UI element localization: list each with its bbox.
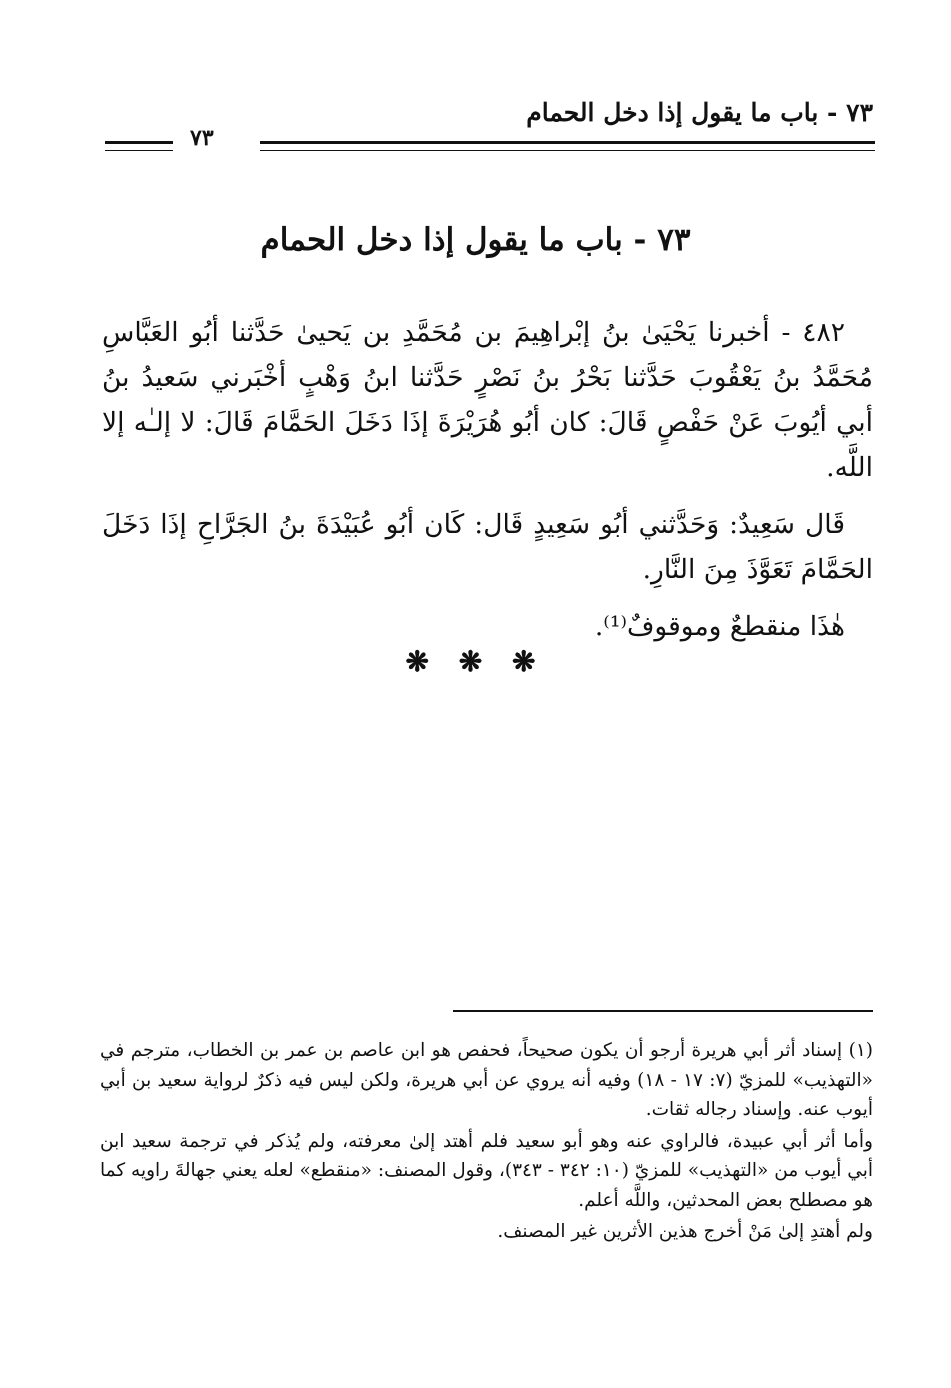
narration-paragraph: قَال سَعِيدٌ: وَحَدَّثني أبُو سَعِيدٍ قَال: كَان أبُو عُبَيْدَةَ بنُ الجَرَّاحِ إذَا دَخَلَ الحَمَّامَ تَعَوَّذَ مِنَ النَّارِ.	[102, 509, 873, 585]
running-header-title: ٧٣ - باب ما يقول إذا دخل الحمام	[526, 98, 873, 127]
footnote-paragraph: وأما أثر أبي عبيدة، فالراوي عنه وهو أبو سعيد فلم أهتد إلىٰ معرفته، ولم يُذكر في ترجمة سعيد ابن أبي أيوب من «التهذيب» للمزيّ (١٠: ٣٤٢ - ٣٤٣)، وقول المصنف: «منقطع» لعله يعني جهالةَ راويه كما هو مصطلح بعض المحدثين، واللَّه أعلم.	[100, 1130, 873, 1211]
footnote-paragraph: ولم أهتدِ إلىٰ مَنْ أخرج هذين الأثرين غير المصنف.	[497, 1221, 873, 1242]
grading-paragraph: هٰذَا منقطعٌ وموقوفٌ⁽¹⁾.	[594, 611, 845, 642]
header-rule	[260, 141, 875, 151]
main-text	[102, 310, 873, 661]
section-separator: ❋ ❋ ❋	[405, 645, 546, 678]
footnote-separator-rule	[453, 1010, 873, 1012]
page-number: ٧٣	[190, 125, 214, 151]
chapter-title: ٧٣ - باب ما يقول إذا دخل الحمام	[260, 222, 691, 258]
footnotes	[100, 1036, 873, 1249]
hadith-paragraph: ٤٨٢ - أخبرنا يَحْيَىٰ بنُ إبْراهِيمَ بن مُحَمَّدِ بن يَحيىٰ حَدَّثنا أبُو العَبَّاسِ مُحَمَّدُ بنُ يَعْقُوبَ حَدَّثنا بَحْرُ بنُ نَصْرٍ حَدَّثنا ابنُ وَهْبٍ أخْبَرني سَعيدُ بنُ أبي أيُوبَ عَنْ حَفْصٍ قَالَ: كان أبُو هُرَيْرَةَ إذَا دَخَلَ الحَمَّامَ قَالَ: لا إلـٰه إلا اللَّه.	[102, 317, 873, 483]
footnote-paragraph: (١) إسناد أثر أبي هريرة أرجو أن يكون صحيحاً، فحفص هو ابن عاصم بن عمر بن الخطاب، مترجم في «التهذيب» للمزيّ (٧: ١٧ - ١٨) وفيه أنه يروي عن أبي هريرة، ولكن ليس فيه ذكرٌ لرواية سعيد بن أبي أيوب عنه. وإسناد رجاله ثقات.	[100, 1040, 873, 1120]
header-rule-short	[105, 141, 173, 151]
